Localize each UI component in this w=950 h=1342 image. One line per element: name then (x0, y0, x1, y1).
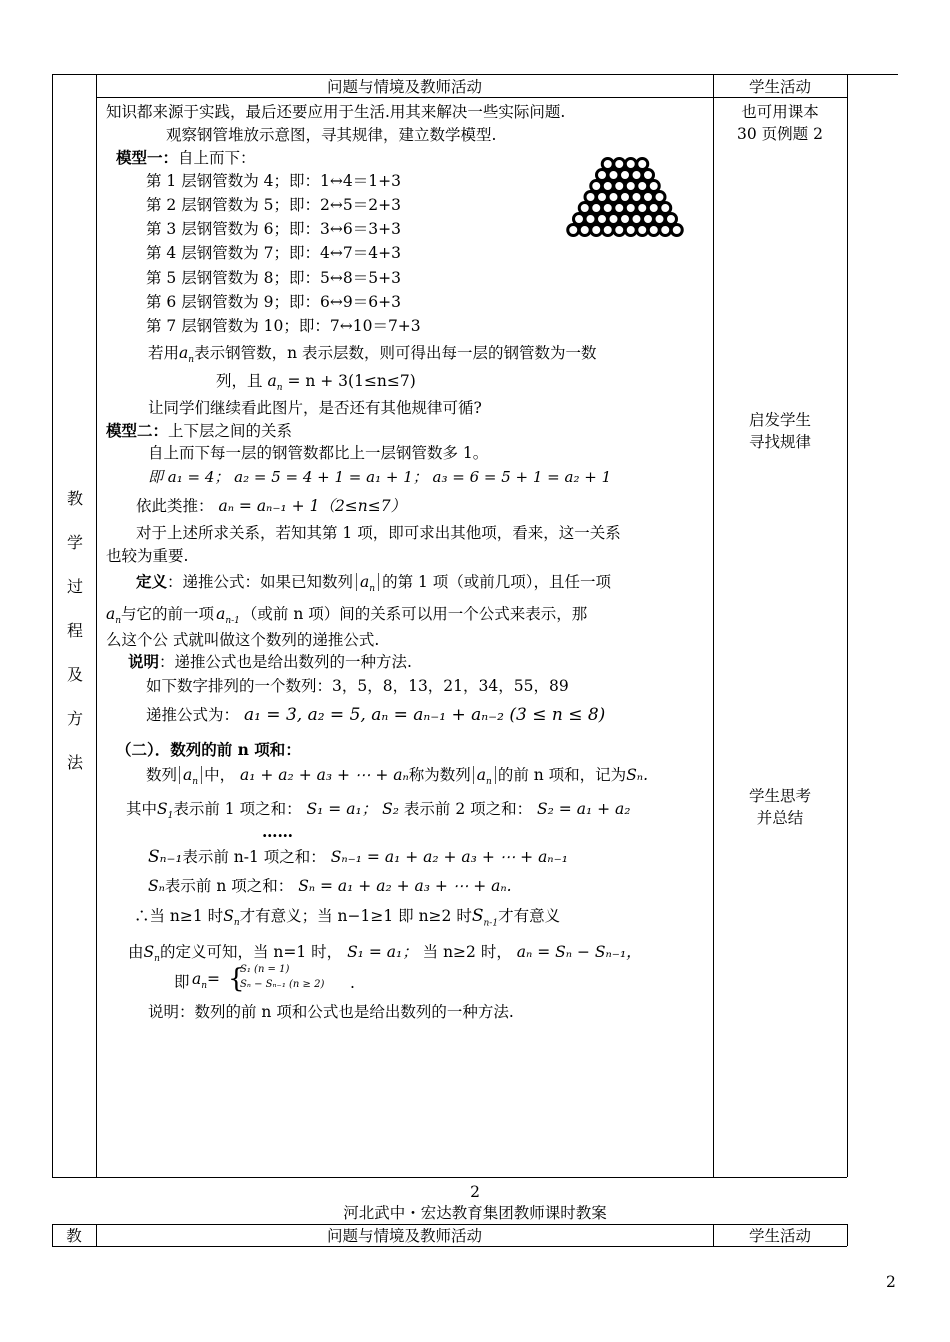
layer-line: 第 7 层钢管数为 10；即：7↔10＝7+3 (146, 317, 421, 335)
s1-s2-line: 其中$S_1$表示前 1 项之和： S₁ = a₁； S₂ 表示前 2 项之和： S₂ = a₁ + a₂ (126, 800, 631, 822)
steel-pipe (631, 214, 642, 225)
an-formula-line: 列，且 $a_n = n + 3(1\le n\le 7)$ (216, 372, 416, 394)
table-top-border (52, 74, 898, 75)
steel-pipe (648, 225, 659, 236)
steel-pipe (666, 214, 677, 225)
steel-pipe (608, 192, 619, 203)
table2-col1: 教 (66, 1227, 82, 1245)
steel-pipe (608, 214, 619, 225)
school-header: 河北武中・宏达教育集团教师课时教案 (343, 1204, 607, 1222)
definition-line-1: 定义：递推公式：如果已知数列 $a_n$ 的第 1 项（或前几项），且任一项 (136, 572, 612, 595)
student-note: 学生思考 (748, 787, 811, 805)
model1-desc: 自上而下： (178, 149, 256, 167)
page-number: 2 (470, 1183, 480, 1201)
header-activity: 问题与情境及教师活动 (326, 78, 482, 96)
paragraph-line: 对于上述所求关系，若知其第 1 项，即可求出其他项，看来，这一关系 (136, 524, 621, 542)
side-label-char: 程 (66, 621, 83, 640)
section2-title: （二）．数列的前 n 项和： (116, 740, 301, 759)
side-label-char: 教 (66, 489, 83, 508)
header-student: 学生活动 (748, 78, 811, 96)
col-left-border (52, 74, 53, 1177)
col2-divider (713, 74, 714, 1177)
partial-sum-definition: 数列 $a_n$ 中， a₁ + a₂ + a₃ + ⋯ + aₙ称为数列 $a_n$ 的前 n 项和，记为Sₙ. (146, 766, 649, 788)
header-bottom-border (96, 97, 847, 98)
layer-line: 第 6 层钢管数为 9；即：6↔9＝6+3 (146, 293, 401, 311)
table2-col3: 学生活动 (748, 1227, 811, 1245)
steel-pipe (585, 214, 596, 225)
model2-line: 自上而下每一层的钢管数都比上一层钢管数多 1。 (148, 444, 489, 462)
steel-pipe (643, 214, 654, 225)
corner-page-number: 2 (886, 1273, 896, 1291)
steel-pipe (579, 203, 590, 214)
sequence-brace-an: $a_n$ (356, 573, 379, 591)
intro-line: 知识都来源于实践，最后还要应用于生活.用其来解决一些实际问题. (106, 103, 566, 121)
table2-right-border (847, 1224, 848, 1246)
question-line: 让同学们继续看此图片，是否还有其他规律可循? (148, 399, 482, 417)
steel-pipe (614, 203, 625, 214)
side-label-char: 方 (66, 709, 83, 728)
definition-line-3: 么这个公 式就叫做这个数列的递推公式. (106, 631, 380, 649)
student-note: 启发学生 (748, 411, 811, 429)
steel-pipe (660, 225, 671, 236)
paragraph-line: 也较为重要. (106, 547, 189, 565)
table2-bottom-border (52, 1246, 847, 1247)
table-bottom-border (52, 1177, 847, 1178)
steel-pipe-pile-image (560, 156, 690, 242)
steel-pipe (602, 181, 613, 192)
intro-line: 观察钢管堆放示意图，寻其规律，建立数学模型. (166, 126, 497, 144)
steel-pipe (654, 192, 665, 203)
steel-pipe (591, 181, 602, 192)
side-label-char: 及 (66, 665, 83, 684)
layer-line: 第 5 层钢管数为 8；即：5↔8＝5+3 (146, 269, 401, 287)
an-symbol: $a_n$ (179, 344, 195, 366)
model1-heading (116, 148, 256, 168)
steel-pipe (625, 203, 636, 214)
steel-pipe (608, 170, 619, 181)
student-note: 并总结 (756, 809, 804, 827)
steel-pipe (648, 203, 659, 214)
steel-pipe (625, 181, 636, 192)
table2-col2: 问题与情境及教师活动 (326, 1227, 482, 1245)
steel-pipe (625, 225, 636, 236)
steel-pipe (625, 159, 636, 170)
steel-pipe (637, 181, 648, 192)
steel-pipe (585, 192, 596, 203)
steel-pipe (620, 170, 631, 181)
steel-pipe (637, 203, 648, 214)
steel-pipe (631, 192, 642, 203)
steel-pipe (574, 214, 585, 225)
steel-pipe (637, 225, 648, 236)
steel-pipe (631, 170, 642, 181)
definition-line-2: $a_n$与它的前一项 $a_{n-1}$ （或前 n 项）间的关系可以用一个公式来表示，那 (106, 605, 588, 627)
steel-pipe (648, 181, 659, 192)
left-brace: { (228, 964, 245, 994)
steel-pipe (597, 192, 608, 203)
example-line: 如下数字排列的一个数列：3，5，8，13，21，34，55，89 (146, 677, 569, 695)
steel-pipe (579, 225, 590, 236)
steel-pipe (591, 203, 602, 214)
model2-recurrence: 依此类推： aₙ = aₙ₋₁ + 1（2≤n≤7） (136, 497, 407, 515)
steel-pipe (620, 214, 631, 225)
steel-pipe (643, 170, 654, 181)
student-note: 30 页例题 2 (737, 125, 823, 143)
layer-line: 第 4 层钢管数为 7；即：4↔7＝4+3 (146, 244, 401, 262)
steel-pipe (602, 225, 613, 236)
steel-pipe (654, 214, 665, 225)
layer-line: 第 3 层钢管数为 6；即：3↔6＝3+3 (146, 220, 401, 238)
an-definition-line: 若用$a_n$表示钢管数，n 表示层数，则可得出每一层的钢管数为一数 (148, 344, 597, 366)
conclusion-line: 说明：数列的前 n 项和公式也是给出数列的一种方法. (148, 1003, 514, 1021)
layer-line: 第 1 层钢管数为 4；即：1↔4＝1+3 (146, 172, 401, 190)
steel-pipe (597, 170, 608, 181)
side-label-char: 过 (66, 577, 83, 596)
model2-heading: 模型二：上下层之间的关系 (106, 421, 293, 440)
model2-equation: 即 a₁ = 4； a₂ = 5 = 4 + 1 = a₁ + 1； a₃ = 6 = 5 + 1 = a₂ + 1 (148, 468, 612, 486)
layer-line: 第 2 层钢管数为 5；即：2↔5＝2+3 (146, 196, 401, 214)
steel-pipe (643, 192, 654, 203)
ellipsis: …… (262, 822, 293, 841)
side-label-char: 法 (66, 753, 83, 772)
steel-pipe (614, 159, 625, 170)
steel-pipe (671, 225, 682, 236)
sn-line: Sₙ表示前 n 项之和： Sₙ = a₁ + a₂ + a₃ + ⋯ + aₙ. (148, 877, 512, 895)
example-recurrence: 递推公式为： a₁ = 3, a₂ = 5, aₙ = aₙ₋₁ + aₙ₋₂ (3 ≤ n ≤ 8) (146, 705, 606, 725)
steel-pipe (660, 203, 671, 214)
table2-top-border (52, 1224, 847, 1225)
steel-pipe (620, 192, 631, 203)
meaning-line: ∴当 n≥1 时$S_n$才有意义；当 n−1≥1 即 n≥2 时$S_{n-1}$才有意义 (134, 906, 561, 929)
steel-pipe (614, 225, 625, 236)
derivation-line: 由$S_n$的定义可知，当 n=1 时， S₁ = a₁； 当 n≥2 时， aₙ = Sₙ − Sₙ₋₁， (128, 943, 642, 965)
steel-pipe (597, 214, 608, 225)
steel-pipe (591, 225, 602, 236)
steel-pipe (602, 159, 613, 170)
sn1-line: Sₙ₋₁表示前 n-1 项之和： Sₙ₋₁ = a₁ + a₂ + a₃ + ⋯ + aₙ₋₁ (148, 847, 568, 867)
side-label-char: 学 (66, 533, 83, 552)
steel-pipe (602, 203, 613, 214)
steel-pipe (637, 159, 648, 170)
student-note: 寻找规律 (748, 433, 811, 451)
steel-pipe (568, 225, 579, 236)
note-line: 说明：递推公式也是给出数列的一种方法. (128, 652, 412, 671)
student-note: 也可用课本 (741, 103, 819, 121)
steel-pipe (614, 181, 625, 192)
model1-title: 模型一： (116, 148, 179, 167)
col1-divider (96, 74, 97, 1177)
col-right-border (847, 74, 848, 1177)
